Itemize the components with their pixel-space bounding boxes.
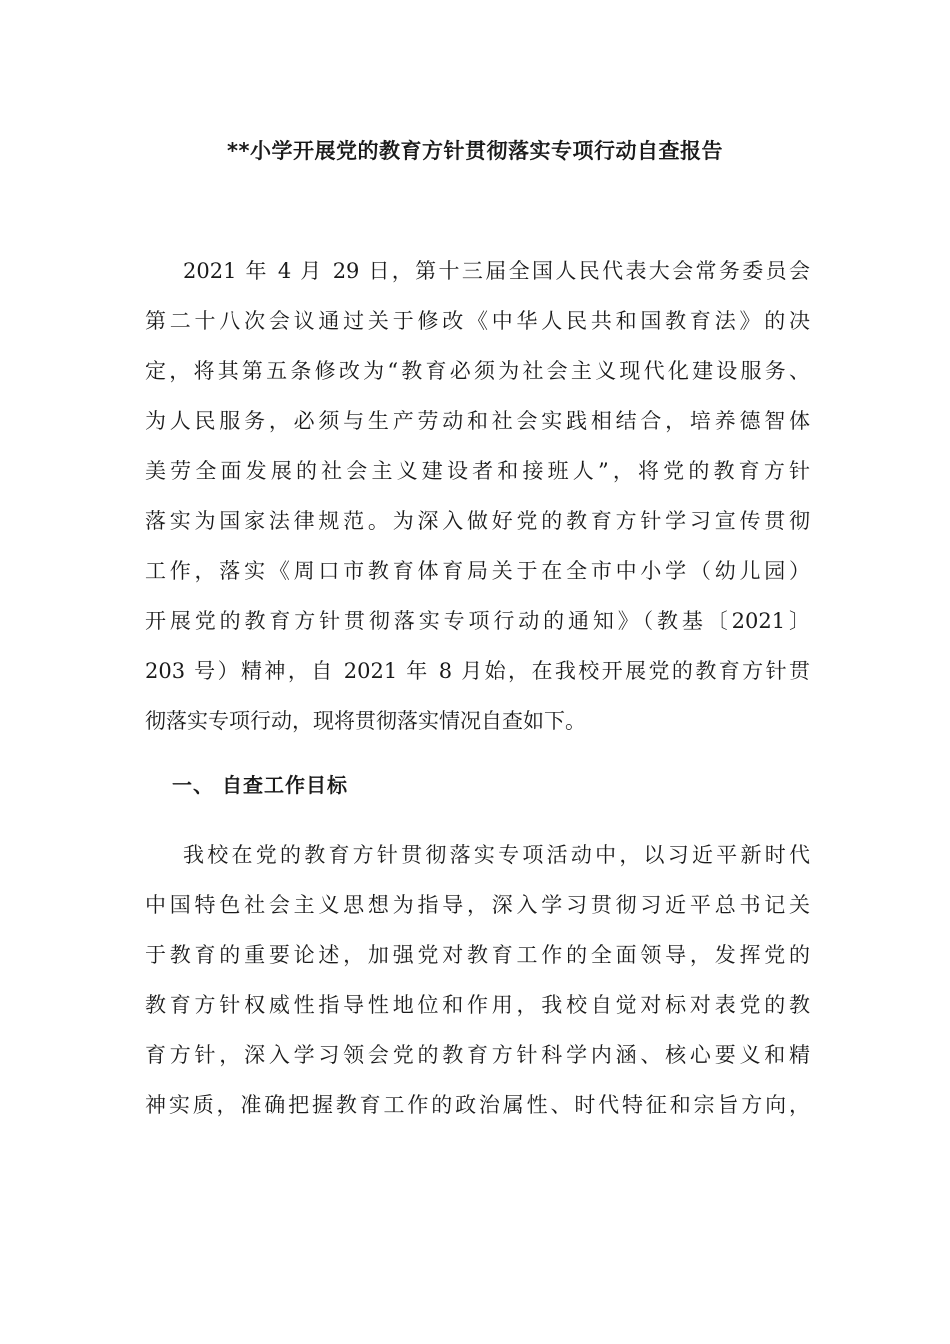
section-heading: 一、 自查工作目标 (172, 773, 348, 797)
paragraph-line: 彻落实专项行动，现将贯彻落实情况自查如下。 (145, 709, 586, 733)
paragraph-line: 为人民服务，必须与生产劳动和社会实践相结合，培养德智体 (145, 409, 810, 433)
paragraph-line: 开展党的教育方针贯彻落实专项行动的通知》（教基〔2021〕 (145, 609, 810, 633)
paragraph-line: 第二十八次会议通过关于修改《中华人民共和国教育法》的决 (145, 309, 810, 333)
paragraph-line: 教育方针权威性指导性地位和作用，我校自觉对标对表党的教 (145, 993, 810, 1017)
paragraph-line: 203 号）精神，自 2021 年 8 月始，在我校开展党的教育方针贯 (145, 659, 810, 683)
paragraph-line: 2021 年 4 月 29 日，第十三届全国人民代表大会常务委员会 (183, 259, 810, 283)
paragraph-line: 育方针，深入学习领会党的教育方针科学内涵、核心要义和精 (145, 1043, 810, 1067)
paragraph-line: 于教育的重要论述，加强党对教育工作的全面领导，发挥党的 (145, 943, 810, 967)
paragraph-line: 中国特色社会主义思想为指导，深入学习贯彻习近平总书记关 (145, 893, 810, 917)
paragraph-line: 我校在党的教育方针贯彻落实专项活动中，以习近平新时代 (183, 843, 810, 867)
paragraph-line: 落实为国家法律规范。为深入做好党的教育方针学习宣传贯彻 (145, 509, 810, 533)
paragraph-line: 神实质，准确把握教育工作的政治属性、时代特征和宗旨方向， (145, 1093, 810, 1117)
document-title: **小学开展党的教育方针贯彻落实专项行动自查报告 (227, 139, 723, 163)
paragraph-line: 工作，落实《周口市教育体育局关于在全市中小学（幼儿园） (145, 559, 810, 583)
paragraph-line: 定，将其第五条修改为“教育必须为社会主义现代化建设服务、 (145, 359, 810, 383)
paragraph-line: 美劳全面发展的社会主义建设者和接班人”，将党的教育方针 (145, 459, 810, 483)
